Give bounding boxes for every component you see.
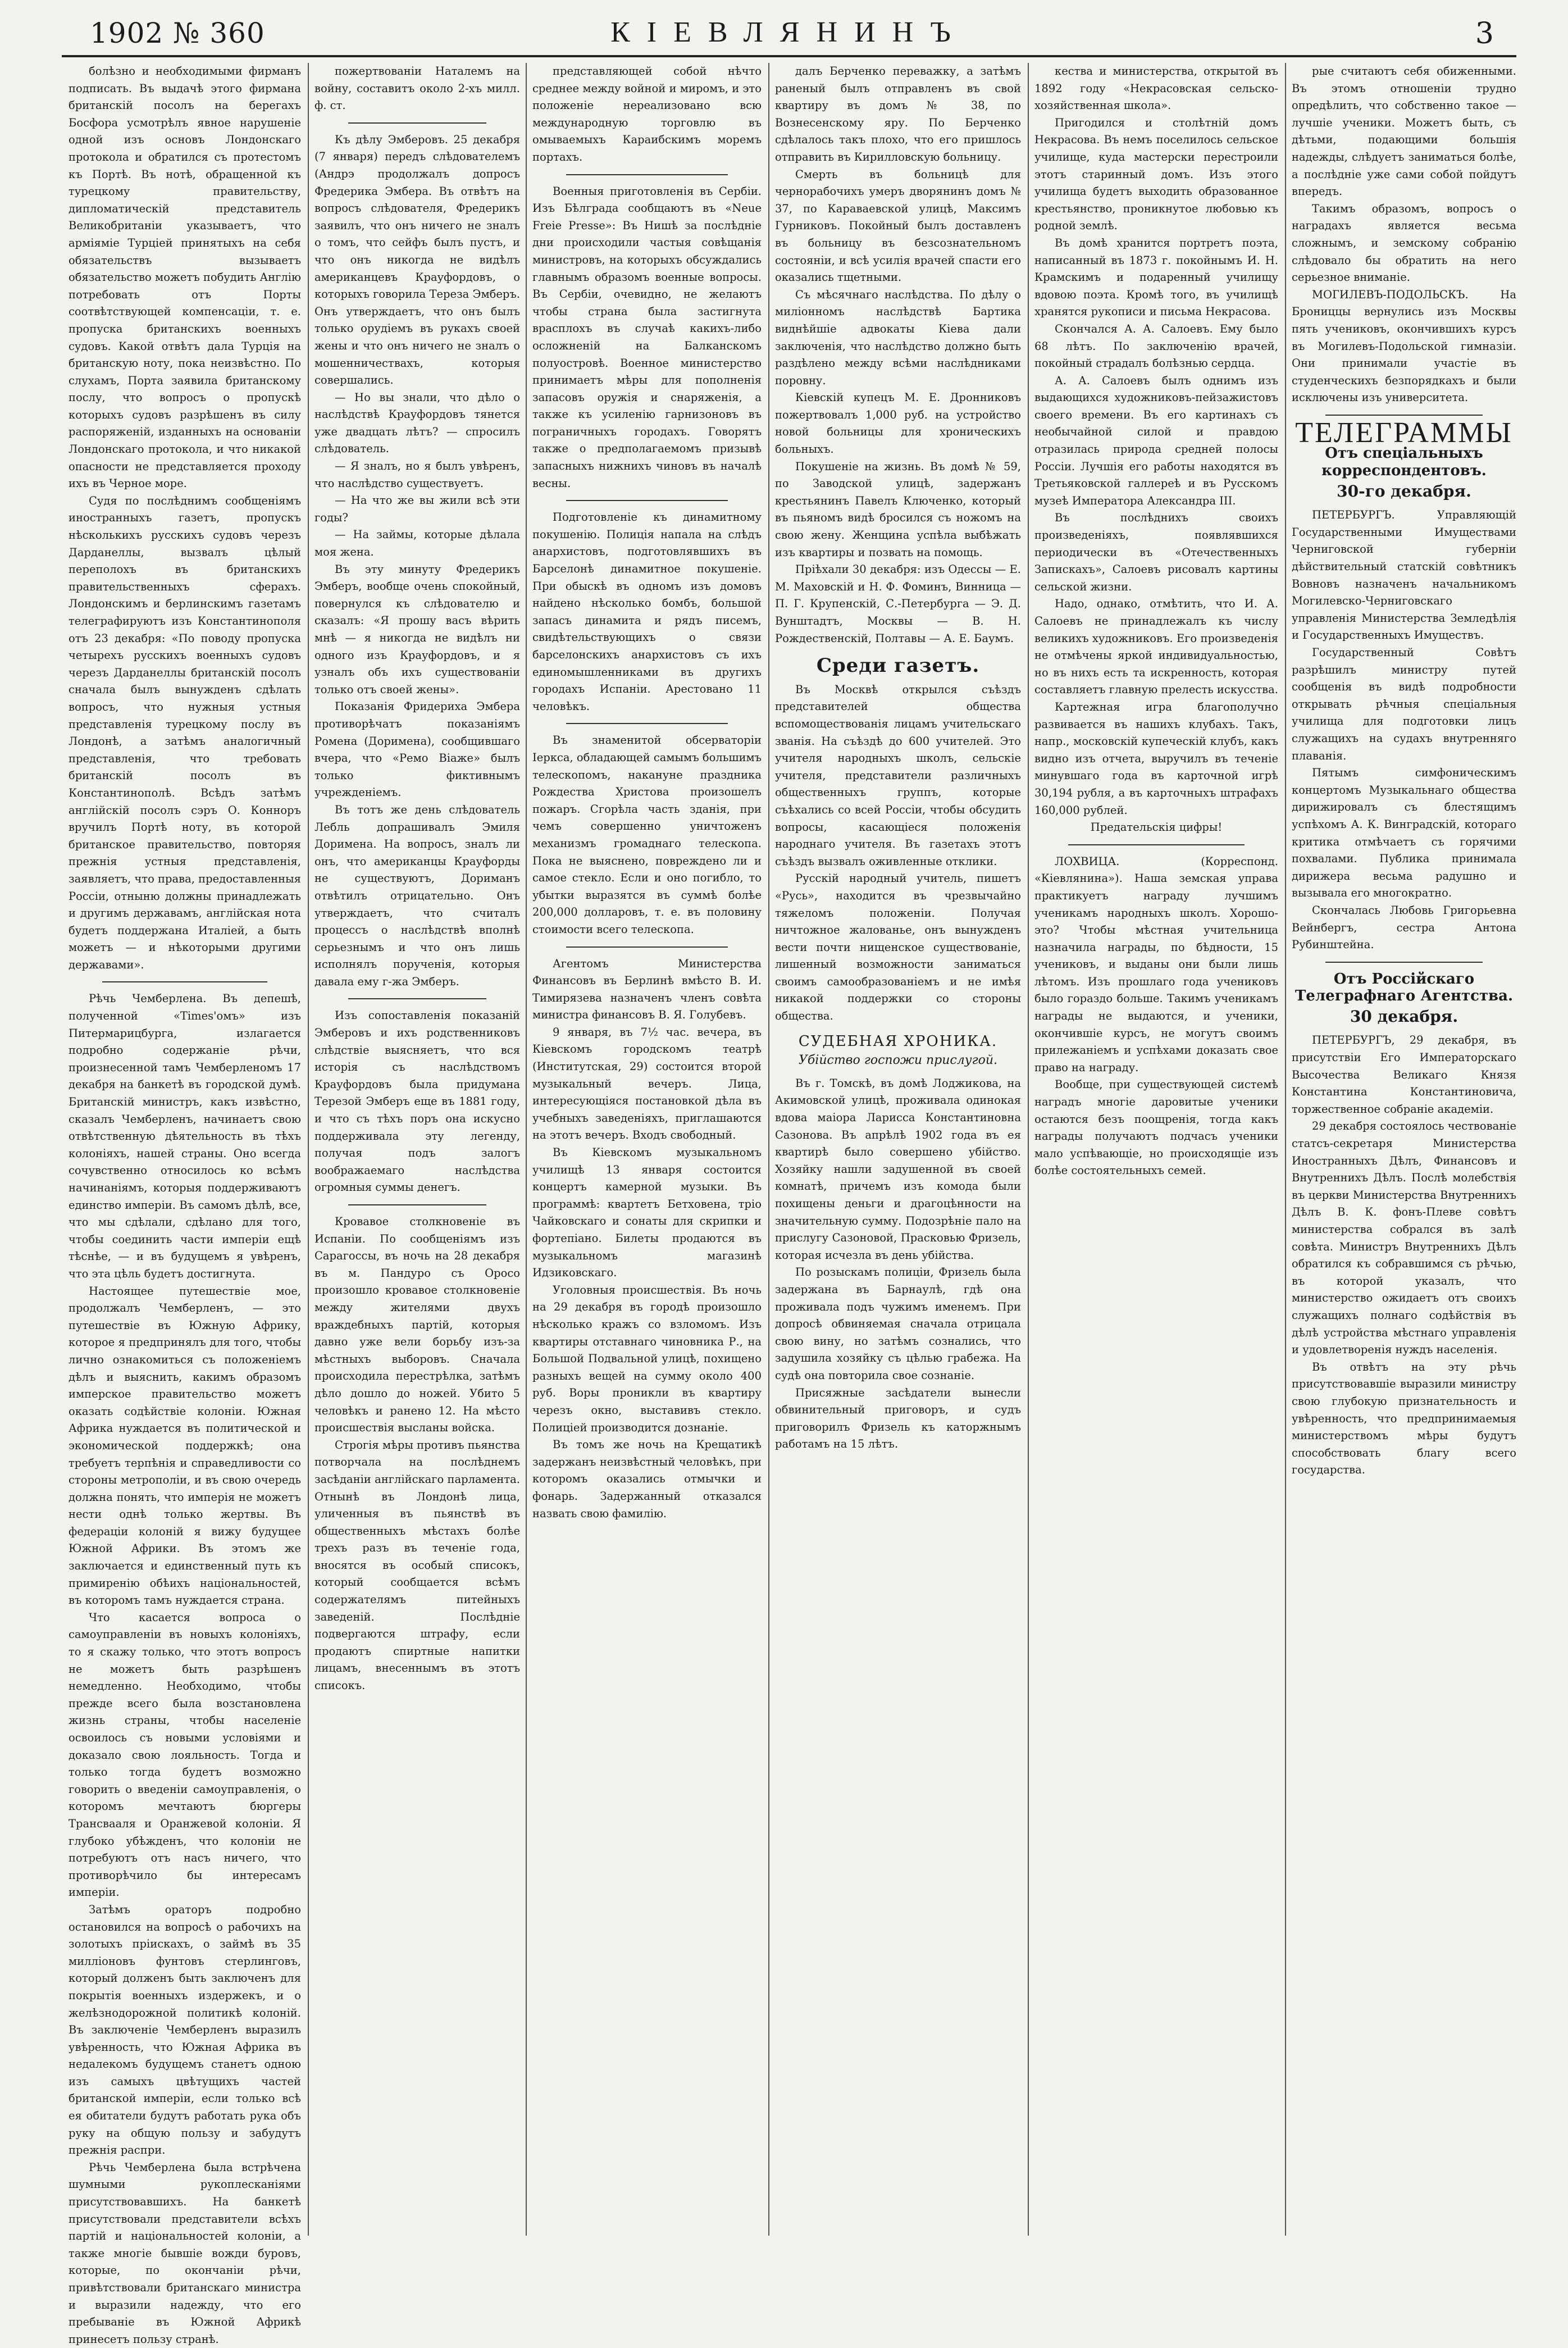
article-paragraph: Пріѣхали 30 декабря: изъ Одессы — Е. М. Маховскій и Н. Ф. Фоминъ, Винница — П. Г. Крупенскій, С.-Петербурга — Э. Д. Вунштадтъ, Москвы — В. Н. Рождественскій, Полтавы — А. Е. Баумъ. [775, 563, 1021, 645]
article-paragraph: Предательскія цифры! [1090, 821, 1223, 834]
article-paragraph: Къ дѣлу Эмберовъ. 25 декабря (7 января) передъ слѣдователемъ (Андрэ продолжалъ допросъ Фредерика Эмбера. Въ отвѣтъ на вопросъ слѣдователя, Фредерикъ заявилъ, что онъ ничего не зналъ о томъ, что сейфъ былъ пустъ, и что онъ никогда не видѣлъ американцевъ Крауфордовъ, о которыхъ говорила Тереза Эмберъ. Онъ утверждаетъ, что онъ былъ только орудіемъ въ рукахъ своей жены и что онъ ничего не зналъ о мошенничествахъ, которыя совершались. [314, 133, 520, 387]
article-paragraph: Затѣмъ ораторъ подробно остановился на вопросѣ о рабочихъ на золотыхъ пріискахъ, о займѣ въ 35 милліоновъ фунтовъ стерлинговъ, который долженъ быть заключенъ для покрытія военныхъ издержекъ, и о желѣзнодорожной политикѣ колоній. Въ заключеніе Чемберленъ выразилъ увѣренность, что Южная Африка въ недалекомъ будущемъ станетъ одною изъ самыхъ цвѣтущихъ частей британской имперіи, если только всѣ ея обитатели будутъ работать рука объ руку на общую пользу и забудутъ прежнія распри. [69, 1903, 301, 2157]
column-divider [1285, 63, 1286, 2236]
article-paragraph: — На займы, которые дѣлала моя жена. [314, 528, 520, 559]
column-3 [532, 63, 762, 2236]
article-paragraph: Скончался А. А. Салоевъ. Ему было 68 лѣтъ. По заключенію врачей, покойный страдалъ болѣзнью сердца. [1034, 322, 1278, 370]
article-paragraph: представляющей собой нѣчто среднее между войной и миромъ, и это положеніе нереализовано всю международную торговлю въ омываемыхъ Караибскимъ моремъ портахъ. [532, 65, 762, 163]
court-case-title: Убійство госпожи прислугой. [798, 1053, 998, 1068]
article-paragraph: кества и министерства, открытой въ 1892 году «Некрасовская сельско-хозяйственная школа». [1034, 65, 1278, 112]
article-paragraph: Уголовныя происшествія. Въ ночь на 29 декабря въ городѣ произошло нѣсколько кражъ со взломомъ. Изъ квартиры отставнаго чиновника Р., на Большой Подвальной улицѣ, похищено разныхъ вещей на сумму около 400 руб. Воры проникли въ квартиру черезъ окно, выставивъ стекло. Полиціей производится дознаніе. [532, 1283, 762, 1434]
article-paragraph: Покушеніе на жизнь. Въ домѣ № 59, по Заводской улицѣ, задержанъ крестьянинъ Павелъ Ключенко, который въ пьяномъ видѣ бросился съ ножомъ на свою жену. Женщина успѣла выбѣжать изъ квартиры и позвать на помощь. [775, 459, 1021, 559]
article-divider [102, 981, 267, 982]
article-paragraph: Рѣчь Чемберлена. Въ депешѣ, полученной «Times'омъ» изъ Питермарицбурга, излагается подробно содержаніе рѣчи, произнесенной тамъ Чемберленомъ 17 декабря на банкетѣ въ городской думѣ. Британскій министръ, какъ извѣстно, сказалъ Чемберленъ, начинаетъ свою отвѣтственную дѣятельность въ тѣхъ колоніяхъ, нашей страны. Оно всегда сочувственно относилось ко всѣмъ начинаніямъ, которыя поддерживаютъ единство имперіи. Въ самомъ дѣлѣ, все, что мы сдѣлали, сдѣлано для того, чтобы соединить части имперіи ещѣ тѣснѣе, — и въ будущемъ я увѣренъ, что эта цѣль будетъ достигнута. [69, 992, 301, 1280]
article-paragraph: Скончалась Любовь Григорьевна Вейнбергъ, сестра Антона Рубинштейна. [1292, 903, 1516, 952]
column-divider [768, 63, 769, 2236]
article-divider [1068, 844, 1245, 845]
column-6 [1292, 63, 1516, 2236]
column-divider [1028, 63, 1029, 2236]
article-divider [566, 947, 728, 948]
article-paragraph: МОГИЛЕВЪ-ПОДОЛЬСКЪ. На Брониццы вернулись изъ Москвы пять учениковъ, окончившихъ курсъ въ Могилевъ-Подольской гимназіи. Они принимали участіе въ студенческихъ безпорядкахъ и были исключены изъ университета. [1292, 288, 1516, 404]
page-number: 3 [1475, 17, 1494, 51]
article-paragraph: Въ томъ же ночь на Крещатикѣ задержанъ неизвѣстный человѣкъ, при которомъ оказались отмычки и фонарь. Задержанный отказался назвать свою фамилію. [532, 1438, 762, 1520]
article-paragraph: Присяжные засѣдатели вынесли обвинительный приговоръ, и судъ приговорилъ Фризель къ каторжнымъ работамъ на 15 лѣтъ. [775, 1386, 1021, 1451]
article-paragraph: Русскій народный учитель, пишетъ «Русь», находится въ чрезвычайно тяжеломъ положеніи. Получая ничтожное жалованье, онъ вынужденъ вести почти нищенское существованіе, лишенный возможности заниматься своимъ самообразованіемъ и не имѣя никакой поддержки со стороны общества. [775, 872, 1021, 1023]
article-paragraph: Настоящее путешествіе мое, продолжалъ Чемберленъ, — это путешествіе въ Южную Африку, которое я предпринялъ для того, чтобы лично ознакомиться съ положеніемъ дѣлъ и выяснить, какимъ образомъ имперское правительство можетъ оказать содѣйствіе колоніи. Южная Африка нуждается въ политической и экономической поддержкѣ; она требуетъ терпѣнія и справедливости со стороны метрополіи, и въ свою очередь должна понять, что имперія не можетъ нести однѣ только жертвы. Въ федераціи колоній я вижу будущее Южной Африки. Въ этомъ же заключается и единственный путь къ примиренію обѣихъ національностей, въ которомъ тамъ нуждается страна. [69, 1284, 301, 1607]
article-divider [566, 500, 728, 501]
article-paragraph: Такимъ образомъ, вопросъ о наградахъ является весьма сложнымъ, и земскому собранію слѣдовало бы обратить на него серьезное вниманіе. [1292, 202, 1516, 284]
article-paragraph: Надо, однако, отмѣтить, что И. А. Салоевъ не принадлежалъ къ числу великихъ художниковъ. Его произведенія не отмѣчены яркой индивидуальностью, но въ нихъ есть та искренность, которая составляетъ главную прелесть искусства. [1034, 597, 1278, 697]
issue-number: 1902 № 360 [90, 17, 265, 49]
article-paragraph: Въ отвѣтъ на эту рѣчь присутствовавшіе выразили министру свою глубокую признательность и увѣренность, что предпринимаемыя министерствомъ мѣры будутъ способствовать благу всего государства. [1292, 1360, 1516, 1477]
article-paragraph: Въ эту минуту Фредерикъ Эмберъ, вообще очень спокойный, повернулся къ слѣдователю и сказалъ: «Я прошу васъ вѣрить мнѣ — я никогда не видѣлъ ни одного изъ Крауфордовъ, и я узналъ объ ихъ существованіи только отъ своей жены». [314, 562, 520, 696]
article-paragraph: ЛОХВИЦА. (Корреспонд. «Кіевлянина»). Наша земская управа практикуетъ награду лучшимъ ученикамъ народныхъ школъ. Хорошо-это? Чтобы мѣстная учительница назначила награды, по бѣдности, 15 учениковъ, и выданы они были лишь лѣтомъ. Изъ прошлаго года учениковъ было гораздо больше. Такимъ ученикамъ награды не выдаются, и ученики, окончившіе курсъ, не могутъ своимъ прилежаніемъ и успѣхами доказать свое право на награду. [1034, 854, 1278, 1074]
section-heading: Среди газетъ. [816, 654, 980, 677]
newspaper-title: КІЕВЛЯНИНЪ [610, 16, 968, 48]
article-divider [1325, 962, 1483, 963]
article-paragraph: Съ мѣсячнаго наслѣдства. По дѣлу о миліонномъ наслѣдствѣ Бартика виднѣйшіе адвокаты Кіева дали заключенія, что наслѣдство должно быть раздѣлено между всѣми наслѣдниками поровну. [775, 288, 1021, 387]
article-paragraph: Вообще, при существующей системѣ наградъ многіе даровитые ученики остаются безъ поощренія, тогда какъ награды получаютъ подчасъ ученики мало успѣвающіе, но происходящіе изъ болѣе состоятельныхъ семей. [1034, 1078, 1278, 1177]
column-divider [526, 63, 527, 2236]
column-1 [69, 63, 301, 2346]
article-paragraph: Въ тотъ же день слѣдователь Лебль допрашивалъ Эмиля Доримена. На вопросъ, зналъ ли онъ, что американцы Крауфорды не существуютъ, Дориманъ отвѣтилъ отрицательно. Онъ утверждаетъ, что считалъ процессъ о наслѣдствѣ вполнѣ серьезнымъ и что онъ лишь исполнялъ порученія, которыя давала ему г-жа Эмберъ. [314, 803, 520, 988]
article-paragraph: ПЕТЕРБУРГЪ, 29 декабря, въ присутствіи Его Императорскаго Высочества Великаго Князя Константина Константиновича, торжественное собраніе академіи. [1292, 1034, 1516, 1116]
article-paragraph: Изъ сопоставленія показаній Эмберовъ и ихъ родственниковъ слѣдствіе выясняетъ, что вся исторія съ наслѣдствомъ Крауфордовъ была придумана Терезой Эмберъ еще въ 1881 году, и что съ тѣхъ поръ она искусно поддерживала эту легенду, получая подъ залогъ воображаемаго наслѣдства огромныя суммы денегъ. [314, 1009, 520, 1194]
article-divider [566, 723, 728, 724]
article-paragraph: Что касается вопроса о самоуправленіи въ новыхъ колоніяхъ, то я скажу только, что этотъ вопросъ не можетъ быть разрѣшенъ немедленно. Необходимо, чтобы прежде всего была возстановлена жизнь страны, чтобы населеніе освоилось съ новыми условіями и доказало свою лояльность. Тогда и только тогда будетъ возможно говорить о введеніи самоуправленія, о которомъ мечтаютъ бюргеры Трансвааля и Оранжевой колоніи. Я глубоко убѣжденъ, что колоніи не потребуютъ отъ насъ ничего, что противорѣчило бы интересамъ имперіи. [69, 1610, 301, 1899]
article-paragraph: Судя по послѣднимъ сообщеніямъ иностранныхъ газетъ, пропускъ нѣсколькихъ русскихъ судовъ черезъ Дарданеллы, вызвалъ цѣлый переполохъ въ британскихъ правительственныхъ сферахъ. Лондонскимъ и берлинскимъ газетамъ телеграфируютъ изъ Константинополя отъ 23 декабря: «По поводу пропуска четырехъ русскихъ военныхъ судовъ черезъ Дарданеллы британскій посолъ сначала былъ вынужденъ сдѣлать вопросъ, что нужныя устныя представленія турецкому послу въ Лондонѣ, а затѣмъ аналогичный представленія, что требовать британскій посолъ въ Константинополѣ. Всѣдъ затѣмъ англійскій посолъ сэръ О. Конноръ вручилъ Портѣ ноту, въ которой британское правительство, повторяя прежнія устныя представленія, заявляетъ, что права, предоставленныя Россіи, отныню должны принадлежать и другимъ державамъ, англійская нота будетъ поддержана Италіей, а быть можетъ — и нѣкоторыми другими державами». [69, 494, 301, 971]
article-divider [566, 174, 728, 175]
article-divider [348, 998, 486, 999]
agency-date: 30 декабря. [1350, 1007, 1458, 1026]
column-5 [1034, 63, 1278, 2236]
article-paragraph: Смерть въ больницѣ для чернорабочихъ умеръ дворянинъ домъ № 37, по Караваевской улицѣ, Максимъ Гурниковъ. Покойный былъ доставленъ въ больницу въ безсознательномъ состояніи, и всѣ усилія врачей спасти его оказались тщетными. [775, 167, 1021, 284]
article-paragraph: Военныя приготовленія въ Сербіи. Изъ Бѣлграда сообщаютъ въ «Neue Freie Presse»: Въ Нишѣ за послѣдніе дни происходили частыя совѣщанія министровъ, на которыхъ обсуждались главнымъ образомъ военные вопросы. Въ Сербіи, очевидно, не желаютъ чтобы страна была застигнута врасплохъ въ случаѣ какихъ-либо осложненій на Балканскомъ полуостровѣ. Военное министерство принимаетъ мѣры для пополненія запасовъ оружія и снаряженія, а также къ усиленію гарнизоновъ въ пограничныхъ городахъ. Говорятъ также о предполагаемомъ призывѣ запасныхъ нижнихъ чиновъ въ началѣ весны. [532, 184, 762, 490]
article-divider [348, 122, 486, 124]
article-paragraph: Подготовленіе къ динамитному покушенію. Полиція напала на слѣдъ анархистовъ, подготовлявшихъ въ Барселонѣ динамитное покушеніе. При обыскѣ въ одномъ изъ домовъ найдено нѣсколько бомбъ, большой запасъ динамита и рядъ писемъ, свидѣтельствующихъ о связи барселонскихъ анархистовъ съ ихъ единомышленниками въ другихъ городахъ Испаніи. Арестовано 11 человѣкъ. [532, 511, 762, 713]
article-paragraph: Кровавое столкновеніе въ Испаніи. По сообщеніямъ изъ Сарагоссы, въ ночь на 28 декабря въ м. Пандуро съ Оросо произошло кровавое столкновеніе между жителями двухъ враждебныхъ партій, которыя давно уже вели борьбу изъ-за мѣстныхъ выборовъ. Сначала происходила перестрѣлка, затѣмъ дѣло дошло до ножей. Убито 5 человѣкъ и ранено 12. На мѣсто происшествія высланы войска. [314, 1215, 520, 1435]
article-paragraph: Картежная игра благополучно развивается въ нашихъ клубахъ. Такъ, напр., московскій купеческій клубъ, какъ видно изъ отчета, выручилъ въ теченіе минувшаго года въ карточной игрѣ 30,194 рубля, а въ карточныхъ штрафахъ 160,000 рублей. [1034, 700, 1278, 817]
article-paragraph: Показанія Фридериха Эмбера противорѣчатъ показаніямъ Ромена (Доримена), сообщившаго вчера, что «Ремо Віаже» былъ только фиктивнымъ учрежденіемъ. [314, 700, 520, 799]
article-paragraph: 29 декабря состоялось чествованіе статсъ-секретаря Министерства Иностранныхъ Дѣлъ, Финансовъ и Внутреннихъ Дѣлъ. Послѣ молебствія въ церкви Министерства Внутреннихъ Дѣлъ В. К. фонъ-Плеве совѣтъ министерства собрался въ залѣ совѣта. Министръ Внутреннихъ Дѣлъ обратился къ собравшимся съ рѣчью, въ которой указалъ, что министерство ожидаетъ отъ своихъ служащихъ полнаго содѣйствія въ дѣлѣ устройства мѣстнаго управленія и удовлетворенія нуждъ населенія. [1292, 1120, 1516, 1357]
article-paragraph: болѣзно и необходимыми фирманъ подписать. Въ выдачѣ этого фирмана британскій посолъ на берегахъ Босфора усмотрѣлъ явное нарушеніе одной изъ основъ Лондонскаго протокола и обратился съ протестомъ къ Портѣ. Въ нотѣ, обращенной къ турецкому правительству, дипломатическій представитель Великобританіи указываетъ, что арміяміе Турціей принятыхъ на себя обязательствъ вызываетъ обязательство можетъ побудить Англію потребовать отъ Порты соотвѣтствующей компенсаціи, т. е. пропуска британскихъ военныхъ судовъ. Какой отвѣтъ дала Турція на британскую ноту, пока неизвѣстно. По слухамъ, Порта заявила британскому послу, что вопросъ о пропускѣ которыхъ судовъ разрѣшенъ въ силу распоряженій, изданныхъ на основаніи Лондонскаго протокола, и что никакой опасности не представляется проходу ихъ въ Черное море. [69, 65, 301, 490]
agency-heading: Отъ Россійскаго Телеграфнаго Агентства. [1294, 970, 1514, 1005]
article-paragraph: Въ Кіевскомъ музыкальномъ училищѣ 13 января состоится концертъ камерной музыки. Въ программѣ: квартетъ Бетховена, тріо Чайковскаго и сонаты для скрипки и фортепіано. Билеты продаются въ музыкальномъ магазинѣ Идзиковскаго. [532, 1146, 762, 1280]
article-paragraph: Пригодился и столѣтній домъ Некрасова. Въ немъ поселилось сельское училище, куда мастерски перестроили этотъ старинный домъ. Изъ этого училища будетъ выходить образованное крестьянство, проникнутое любовью къ родной землѣ. [1034, 116, 1278, 233]
article-paragraph: По розыскамъ полиціи, Фризель была задержана въ Барнаулѣ, гдѣ она проживала подъ чужимъ именемъ. При допросѣ обвиняемая сначала отрицала свою вину, но затѣмъ сознались, что задушила хозяйку съ цѣлью грабежа. На судѣ она повторила свое сознаніе. [775, 1266, 1021, 1382]
article-paragraph: Агентомъ Министерства Финансовъ въ Берлинѣ вмѣсто В. И. Тимирязева назначенъ членъ совѣта министра финансовъ В. Я. Голубевъ. [532, 957, 762, 1022]
telegrams-subheading: Отъ спеціальныхъ корреспондентовъ. [1321, 445, 1487, 480]
article-divider [1325, 415, 1483, 416]
article-paragraph: — Я зналъ, но я былъ увѣренъ, что наслѣдство существуетъ. [314, 459, 520, 490]
article-paragraph: далъ Берченко переважку, а затѣмъ раненый былъ отправленъ въ свой квартиру въ домъ № 38, по Вознесенскому яру. По Берченко сдѣлалось такъ плохо, что его пришлось отправить въ Кирилловскую больницу. [775, 65, 1021, 163]
article-paragraph: пожертвованіи Наталемъ на войну, составитъ около 2-хъ милл. ф. ст. [314, 65, 520, 112]
article-paragraph: — Но вы знали, что дѣло о наслѣдствѣ Крауфордовъ тянется уже двадцать лѣтъ? — спросилъ слѣдователь. [314, 390, 520, 456]
article-paragraph: 9 января, въ 7½ час. вечера, въ Кіевскомъ городскомъ театрѣ (Институтская, 29) состоится второй музыкальный вечеръ. Лица, интересующіяся постановкой дѣла въ учебныхъ заведеніяхъ, приглашаются на этотъ вечеръ. Входъ свободный. [532, 1025, 762, 1142]
article-paragraph: Въ послѣднихъ своихъ произведеніяхъ, появлявшихся периодически въ «Отечественныхъ Запискахъ», Салоевъ рисовалъ картины сельской жизни. [1034, 511, 1278, 593]
column-divider [308, 63, 309, 2236]
masthead-rule [62, 55, 1516, 57]
article-paragraph: Рѣчь Чемберлена была встрѣчена шумными рукоплесканіями присутствовавшихъ. На банкетѣ присутствовали представители всѣхъ партій и національностей колоніи, а также многіе бывшіе вожди буровъ, которые, по окончаніи рѣчи, привѣтствовали британскаго министра и выразили надежду, что его пребываніе въ Южной Африкѣ принесетъ пользу странѣ. [69, 2160, 301, 2346]
article-paragraph: Строгія мѣры противъ пьянства потворчала на послѣднемъ засѣданіи англійскаго парламента. Отнынѣ въ Лондонѣ лица, уличенныя въ пьянствѣ въ общественныхъ мѣстахъ болѣе трехъ разъ въ теченіе года, вносятся въ особый списокъ, который сообщается всѣмъ содержателямъ питейныхъ заведеній. Послѣдніе подвергаются штрафу, если продаютъ спиртные напитки лицамъ, внесеннымъ въ этотъ списокъ. [314, 1438, 520, 1692]
article-paragraph: Кіевскій купецъ М. Е. Дронниковъ пожертвовалъ 1,000 руб. на устройство новой больницы для хроническихъ больныхъ. [775, 391, 1021, 456]
article-paragraph: рые считаютъ себя обиженными. Въ этомъ отношеніи трудно опредѣлить, что собственно такое — лучшіе ученики. Можетъ быть, съ дѣтьми, подающими большія надежды, слѣдуетъ заниматься болѣе, а послѣдніе уже сами собой пойдутъ впередъ. [1292, 65, 1516, 198]
article-paragraph: Пятымъ симфоническимъ концертомъ Музыкальнаго общества дирижировалъ съ блестящимъ успѣхомъ А. К. Винградскій, котораго критика отмѣчаетъ съ горячими похвалами. Публика принимала дирижера весьма радушно и вызывала его многократно. [1292, 766, 1516, 900]
telegrams-date: 30-го декабря. [1337, 481, 1471, 500]
article-paragraph: Въ г. Томскѣ, въ домѣ Лоджикова, на Акимовской улицѣ, проживала одинокая вдова маіора Ларисса Константиновна Сазонова. Въ апрѣлѣ 1902 года въ ея квартирѣ было совершено убійство. Хозяйку нашли задушенной въ своей комнатѣ, причемъ изъ комода были похищены деньги и драгоцѣнности на значительную сумму. Подозрѣніе пало на прислугу Сазоновой, Прасковью Фризель, которая исчезла въ день убійства. [775, 1076, 1021, 1262]
article-paragraph: ПЕТЕРБУРГЪ. Управляющій Государственными Имуществами Черниговской губерніи дѣйствительный статскій совѣтникъ Вовновъ назначенъ начальникомъ Могилевско-Черниговскаго управленія Министерства Земледѣлія и Государственныхъ Имуществъ. [1292, 508, 1516, 642]
column-2 [314, 63, 520, 2236]
masthead [62, 12, 1516, 52]
article-paragraph: Въ знаменитой обсерваторіи Іеркса, обладающей самымъ большимъ телескопомъ, накануне праздника Рождества Христова произошелъ пожаръ. Сгорѣла часть зданія, при чемъ совершенно уничтоженъ механизмъ громаднаго телескопа. Пока не выяснено, повреждено ли и самое стекло. Если и оно погибло, то убытки выразятся въ суммѣ болѣе 200,000 долларовъ, т. е. въ половину стоимости всего телескопа. [532, 734, 762, 936]
article-divider [348, 1204, 486, 1205]
telegrams-heading: ТЕЛЕГРАММЫ [1295, 416, 1513, 449]
article-paragraph: Государственный Совѣтъ разрѣшилъ министру путей сообщенія въ видѣ подробности открывать рѣчныя спеціальныя училища для подготовки лицъ служащихъ на судахъ внутренняго плаванія. [1292, 646, 1516, 762]
article-paragraph: — На что же вы жили всѣ эти годы? [314, 494, 520, 524]
article-paragraph: Въ Москвѣ открылся съѣздъ представителей общества вспомоществованія лицамъ учительскаго званія. На съѣздѣ до 600 учителей. Это учителя народныхъ школъ, сельскіе учителя, представители различныхъ общественныхъ группъ, которые съѣхались со всей Россіи, чтобы обсудить вопросы, касающіеся положенія народнаго учителя. Въ газетахъ этотъ съѣздъ вызвалъ оживленные отклики. [775, 682, 1021, 868]
column-4 [775, 63, 1021, 2236]
article-paragraph: А. А. Салоевъ былъ однимъ изъ выдающихся художниковъ-пейзажистовъ своего времени. Въ его картинахъ съ необычайной силой и правдою отразилась природа средней полосы Россіи. Лучшія его работы находятся въ Третьяковской галлереѣ и въ Русскомъ музеѣ Императора Александра III. [1034, 374, 1278, 507]
article-paragraph: Въ домѣ хранится портретъ поэта, написанный въ 1873 г. покойнымъ И. Н. Крамскимъ и подаренный училищу вдовою поэта. Кромѣ того, въ училищѣ хранятся рукописи и письма Некрасова. [1034, 236, 1278, 318]
court-chronicle-heading: СУДЕБНАЯ ХРОНИКА. [798, 1032, 998, 1050]
